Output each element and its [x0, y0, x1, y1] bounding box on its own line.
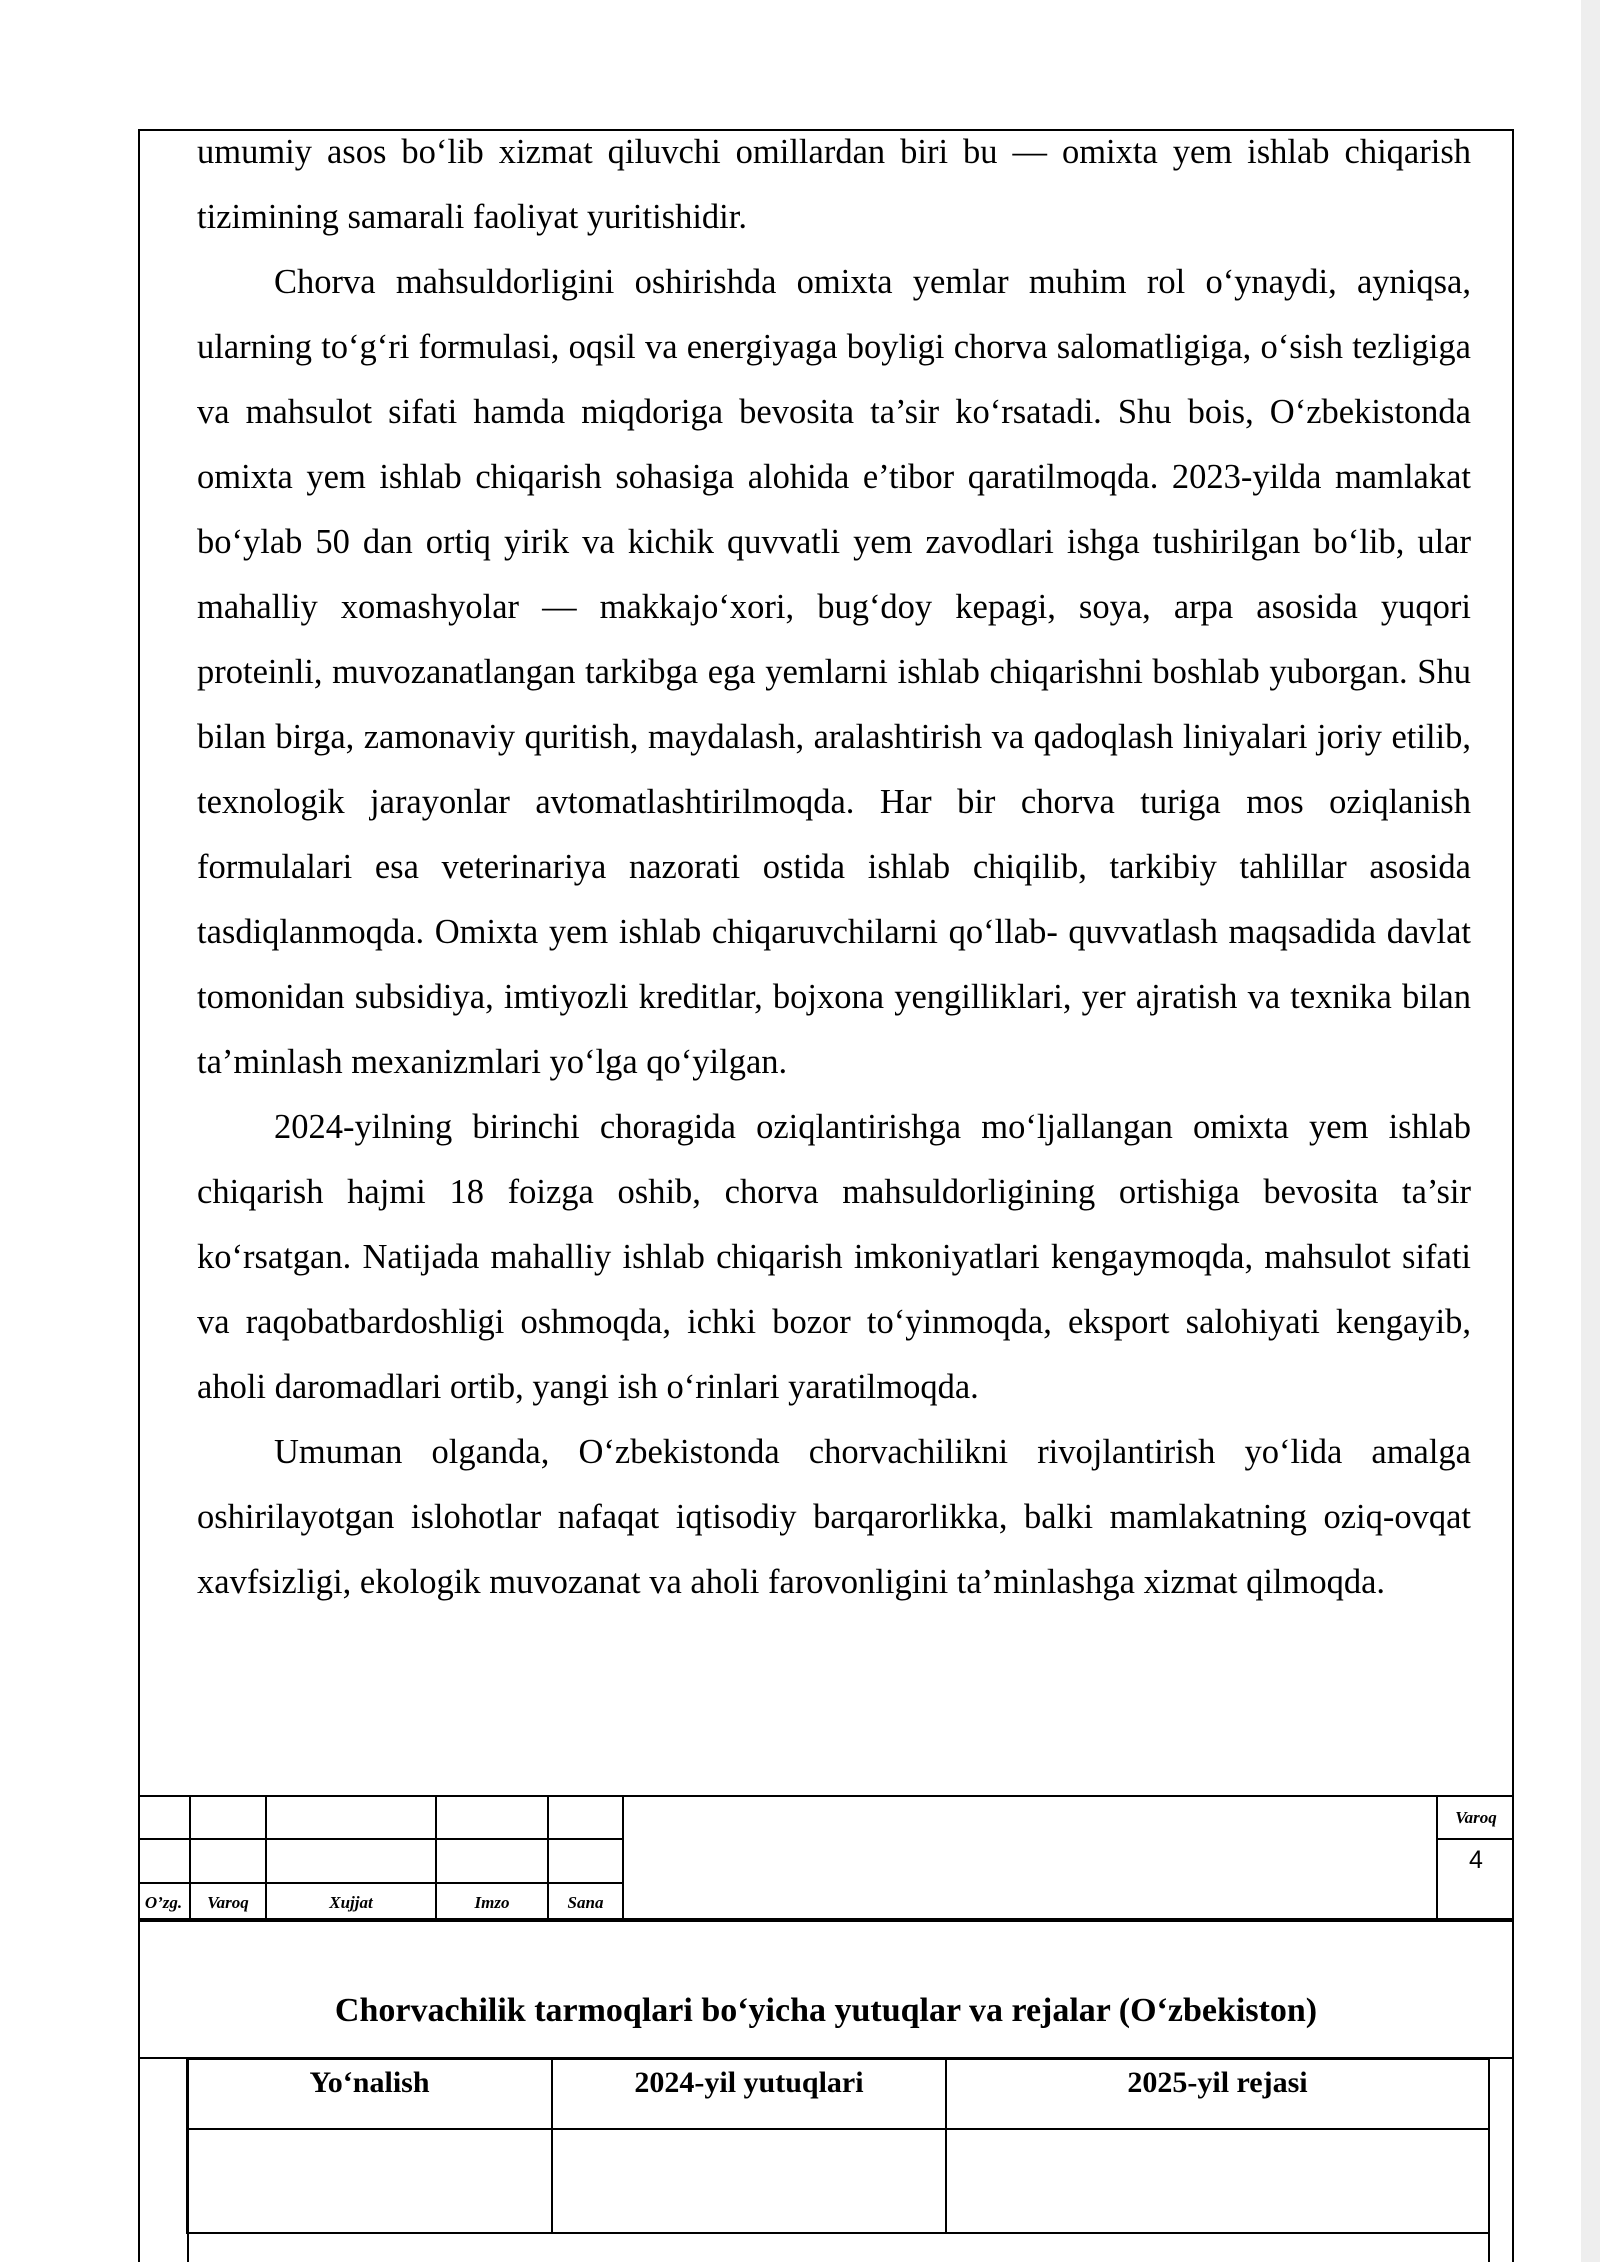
- stamp-cell: [549, 1840, 624, 1884]
- paragraph: 2024-yilning birinchi choragida oziqlantirishga mo‘ljallangan omixta yem ishlab chiqarish hajmi 18 foizga oshib, chorva mahsuldorligining ortishiga bevosita ta’sir ko‘rsatgan. Natijada mahalliy ishlab chiqarish imkoniyatlari kengaymoqda, mahsulot sifati va raqobatbardoshligi oshmoqda, ichki bozor to‘yinmoqda, eksport salohiyati kengayib, aholi daromadlari ortib, yangi ish o‘rinlari yaratilmoqda.: [197, 1108, 1471, 1406]
- table-cell: [187, 2129, 552, 2233]
- section-title: Chorvachilik tarmoqlari bo‘yicha yutuqlar va rejalar (O‘zbekiston): [334, 1992, 1318, 2029]
- stamp-cell: [267, 1840, 437, 1884]
- table-cell: [552, 2129, 946, 2233]
- stamp-cell: [437, 1797, 549, 1840]
- table-row: [187, 2129, 1489, 2233]
- stamp-label-document: Xujjat: [267, 1884, 437, 1921]
- title-block-stamp: [138, 1795, 1514, 1921]
- page-edge: [1581, 0, 1600, 2262]
- table-header-row: [187, 2059, 1489, 2129]
- column-header-direction: Yo‘nalish: [187, 2059, 552, 2129]
- stamp-label-signature: Imzo: [437, 1884, 549, 1921]
- table-cell: [946, 2129, 1489, 2233]
- stamp-label-sheet: Varoq: [191, 1884, 267, 1921]
- stamp-label-date: Sana: [549, 1884, 624, 1921]
- stamp-designation-field: [624, 1797, 1438, 1921]
- stamp-cell: [191, 1797, 267, 1840]
- paragraph: umumiy asos bo‘lib xizmat qiluvchi omillardan biri bu — omixta yem ishlab chiqarish tizimining samarali faoliyat yuritishidir.: [197, 133, 1471, 236]
- stamp-cell: [138, 1840, 191, 1884]
- stamp-sheet-number: 4: [1469, 1846, 1483, 1874]
- stamp-sheet-label: Varoq: [1438, 1797, 1514, 1840]
- column-header-2024-achievements: 2024-yil yutuqlari: [552, 2059, 946, 2129]
- body-text: [197, 120, 1471, 1615]
- stamp-cell: [267, 1797, 437, 1840]
- paragraph: Chorva mahsuldorligini oshirishda omixta yemlar muhim rol o‘ynaydi, ayniqsa, ularning to‘g‘ri formulasi, oqsil va energiyaga boyligi chorva salomatligiga, o‘sish tezligiga va mahsulot sifati hamda miqdoriga bevosita ta’sir ko‘rsatadi. Shu bois, O‘zbekistonda omixta yem ishlab chiqarish sohasiga alohida e’tibor qaratilmoqda. 2023-yilda mamlakat bo‘ylab 50 dan ortiq yirik va kichik quvvatli yem zavodlari ishga tushirilgan bo‘lib, ular mahalliy xomashyolar — makkajo‘xori, bug‘doy kepagi, soya, arpa asosida yuqori proteinli, muvozanatlangan tarkibga ega yemlarni ishlab chiqarishni boshlab yuborgan. Shu bilan birga, zamonaviy quritish, maydalash, aralashtirish va qadoqlash liniyalari joriy etilib, texnologik jarayonlar avtomatlashtirilmoqda. Har bir chorva turiga mos oziqlanish formulalari esa veterinariya nazorati ostida ishlab chiqilib, tarkibiy tahlillar asosida tasdiqlanmoqda. Omixta yem ishlab chiqaruvchilarni qo‘llab- quvvatlash maqsadida davlat tomonidan subsidiya, imtiyozli kreditlar, bojxona yengilliklari, yer ajratish va texnika bilan ta’minlash mexanizmlari yo‘lga qo‘yilgan.: [197, 263, 1471, 1081]
- paragraph: Umuman olganda, O‘zbekistonda chorvachilikni rivojlantirish yo‘lida amalga oshirilayotgan islohotlar nafaqat iqtisodiy barqarorlikka, balki mamlakatning oziq-ovqat xavfsizligi, ekologik muvozanat va aholi farovonligini ta’minlashga xizmat qilmoqda.: [197, 1433, 1471, 1601]
- stamp-cell: [138, 1797, 191, 1840]
- column-header-2025-plan: 2025-yil rejasi: [946, 2059, 1489, 2129]
- achievements-table: [186, 2058, 1490, 2234]
- stamp-label-change: O’zg.: [138, 1884, 191, 1921]
- stamp-cell: [549, 1797, 624, 1840]
- stamp-cell: [437, 1840, 549, 1884]
- stamp-cell: [191, 1840, 267, 1884]
